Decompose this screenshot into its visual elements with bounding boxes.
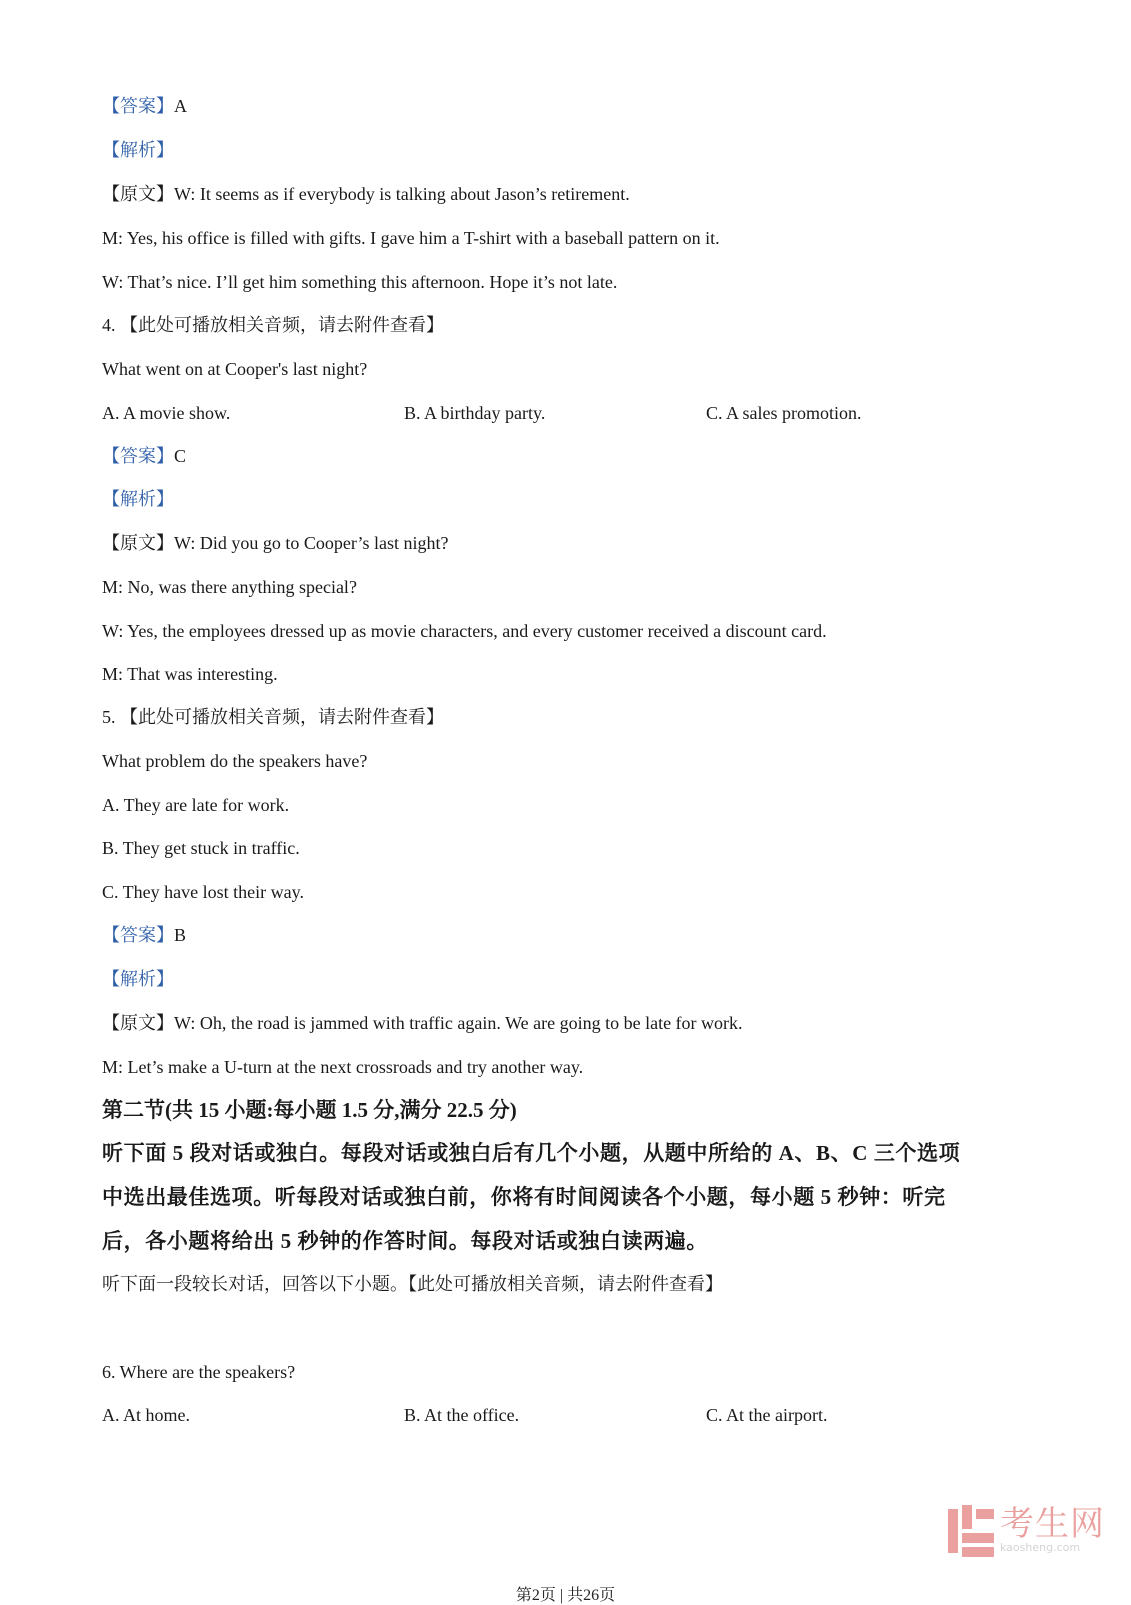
q5-option-c: C. They have lost their way. — [102, 882, 304, 902]
q3-transcript-line: W: That’s nice. I’ll get him something this afternoon. Hope it’s not late. — [102, 272, 618, 292]
q6-option-a: A. At home. — [102, 1405, 190, 1425]
q5-question: What problem do the speakers have? — [102, 751, 368, 771]
q4-transcript-line — [102, 534, 448, 552]
audio-note: 听下面一段较长对话，回答以下小题。【此处可播放相关音频，请去附件查看】 — [102, 1274, 723, 1294]
q4-answer — [102, 447, 186, 465]
answer-tag: 【答案】 — [102, 446, 174, 466]
q6-option-b: B. At the office. — [404, 1405, 520, 1425]
q5-transcript-line: M: Let’s make a U-turn at the next crossroads and try another way. — [102, 1057, 584, 1077]
answer-value: C — [174, 446, 187, 466]
section-instruction: 中选出最佳选项。听每段对话或独白前，你将有时间阅读各个小题，每小题 5 秒钟：听完 — [102, 1185, 946, 1209]
q5-option-b: B. They get stuck in traffic. — [102, 838, 300, 858]
q3-analysis-tag: 【解析】 — [102, 140, 174, 160]
q5-option-a: A. They are late for work. — [102, 795, 290, 815]
transcript-text: W: Did you go to Cooper’s last night? — [174, 533, 449, 553]
q5-transcript-line — [102, 1014, 743, 1032]
q3-transcript-line — [102, 185, 630, 203]
q4-transcript-line: W: Yes, the employees dressed up as movie characters, and every customer received a discount card. — [102, 621, 827, 641]
q5-answer — [102, 926, 186, 944]
q4-transcript-line: M: No, was there anything special? — [102, 577, 357, 597]
section-title: 第二节(共 15 小题:每小题 1.5 分,满分 22.5 分) — [102, 1098, 517, 1122]
watermark-en: kaosheng.com — [1000, 1541, 1081, 1555]
q4-transcript-line: M: That was interesting. — [102, 664, 278, 684]
answer-tag: 【答案】 — [102, 96, 174, 116]
watermark — [948, 1505, 1105, 1557]
orig-tag: 【原文】 — [102, 184, 174, 204]
q4-question: What went on at Cooper's last night? — [102, 359, 368, 379]
answer-tag: 【答案】 — [102, 925, 174, 945]
transcript-text: W: Oh, the road is jammed with traffic again. We are going to be late for work. — [174, 1013, 743, 1033]
section-instruction: 听下面 5 段对话或独白。每段对话或独白后有几个小题，从题中所给的 A、B、C 三个选项 — [102, 1141, 961, 1165]
orig-tag: 【原文】 — [102, 1013, 174, 1033]
q3-transcript-line: M: Yes, his office is filled with gifts. I gave him a T-shirt with a baseball pattern on it. — [102, 228, 720, 248]
section-instruction: 后，各小题将给出 5 秒钟的作答时间。每段对话或独白读两遍。 — [102, 1229, 708, 1253]
q4-option-c: C. A sales promotion. — [706, 403, 862, 423]
answer-value: B — [174, 925, 187, 945]
watermark-cn: 考生网 — [1000, 1504, 1105, 1545]
orig-tag: 【原文】 — [102, 533, 174, 553]
q4-option-a: A. A movie show. — [102, 403, 231, 423]
q4-header: 4. 【此处可播放相关音频，请去附件查看】 — [102, 315, 444, 335]
q4-analysis-tag: 【解析】 — [102, 489, 174, 509]
transcript-text: W: It seems as if everybody is talking about Jason’s retirement. — [174, 184, 630, 204]
watermark-logo-icon — [948, 1505, 994, 1557]
answer-value: A — [174, 96, 187, 116]
q4-option-b: B. A birthday party. — [404, 403, 546, 423]
q6-question: 6. Where are the speakers? — [102, 1362, 296, 1382]
q3-answer — [102, 97, 187, 115]
q5-header: 5. 【此处可播放相关音频，请去附件查看】 — [102, 707, 444, 727]
page-footer: 第2页 | 共26页 — [515, 1587, 616, 1604]
q5-analysis-tag: 【解析】 — [102, 969, 174, 989]
q6-option-c: C. At the airport. — [706, 1405, 828, 1425]
